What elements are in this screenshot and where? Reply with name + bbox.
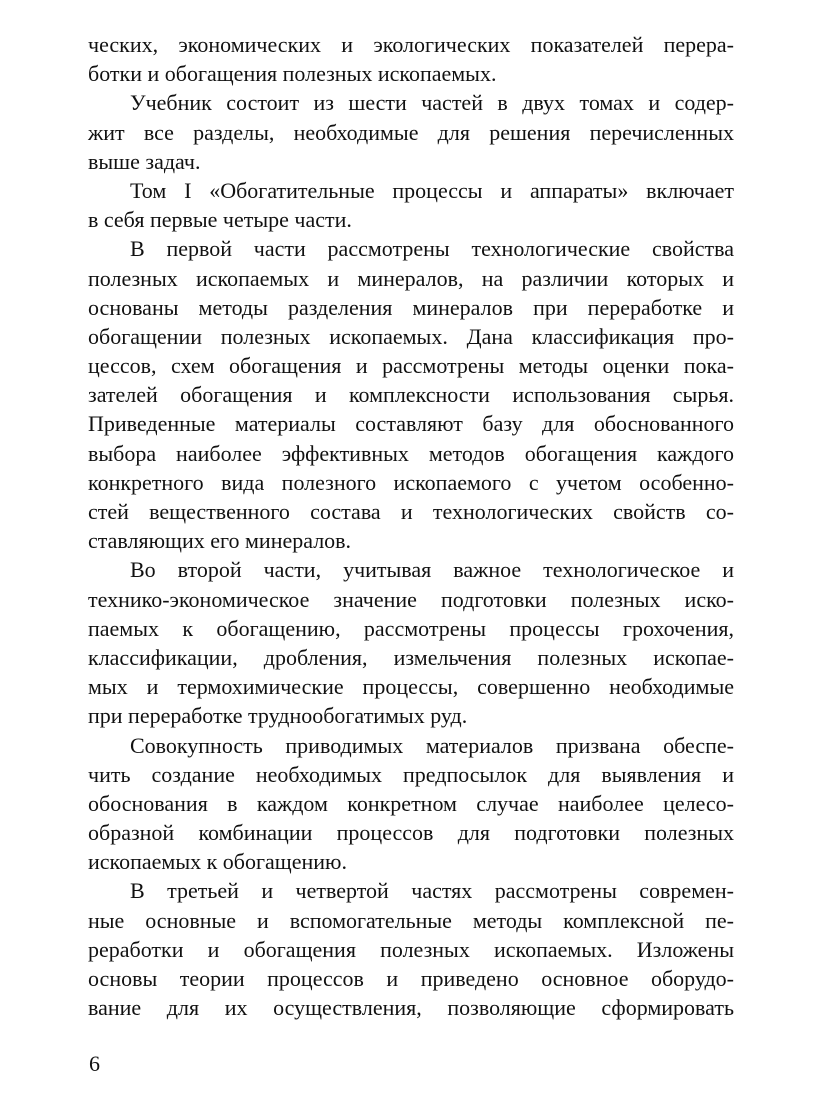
- text-line: вание для их осуществления, позволяющие сформировать: [88, 995, 734, 1021]
- text-line: при переработке труднообогатимых руд.: [88, 703, 468, 729]
- text-line: технико-экономическое значение подготовки полезных иско-: [88, 586, 734, 612]
- text-line: зателей обогащения и комплексности использования сырья.: [88, 382, 734, 408]
- paragraph-3: [88, 176, 734, 234]
- paragraph-6: [88, 731, 734, 877]
- text-line: реработки и обогащения полезных ископаемых. Изложены: [88, 936, 734, 962]
- text-line: жит все разделы, необходимые для решения перечисленных: [88, 119, 734, 145]
- text-line: классификации, дробления, измельчения полезных ископае-: [88, 644, 734, 670]
- text-line: выше задач.: [88, 148, 201, 174]
- paragraph-2: [88, 88, 734, 176]
- text-line: в себя первые четыре части.: [88, 207, 352, 233]
- text-line: конкретного вида полезного ископаемого с учетом особенно-: [88, 469, 734, 495]
- text-line: мых и термохимические процессы, совершенно необходимые: [88, 674, 734, 700]
- text-line: основы теории процессов и приведено основное оборудо-: [88, 966, 734, 991]
- text-line: выбора наиболее эффективных методов обогащения каждого: [88, 440, 734, 466]
- text-line: Том I «Обогатительные процессы и аппараты» включает: [130, 177, 734, 203]
- text-line: паемых к обогащению, рассмотрены процессы грохочения,: [88, 615, 734, 641]
- text-line: В первой части рассмотрены технологические свойства: [130, 236, 734, 262]
- page-number: 6: [89, 1051, 100, 1076]
- text-line: основаны методы разделения минералов при переработке и: [88, 294, 734, 320]
- text-line: ископаемых к обогащению.: [88, 849, 347, 875]
- text-line: обогащении полезных ископаемых. Дана классификация про-: [88, 323, 734, 349]
- text-line: ботки и обогащения полезных ископаемых.: [88, 61, 497, 87]
- text-line: ставляющих его минералов.: [88, 528, 352, 554]
- text-line: В третьей и четвертой частях рассмотрены современ-: [130, 878, 734, 904]
- paragraph-7: [88, 876, 734, 1022]
- text-line: ческих, экономических и экологических показателей перера-: [88, 32, 734, 57]
- text-line: образной комбинации процессов для подготовки полезных: [88, 820, 734, 846]
- text-line: полезных ископаемых и минералов, на различии которых и: [88, 265, 734, 291]
- paragraph-5: [88, 555, 734, 730]
- paragraph-1: [88, 30, 734, 88]
- text-line: обоснования в каждом конкретном случае наиболее целесо-: [88, 790, 734, 816]
- text-line: чить создание необходимых предпосылок для выявления и: [88, 761, 734, 787]
- text-line: Во второй части, учитывая важное технологическое и: [130, 557, 734, 583]
- text-line: Совокупность приводимых материалов призвана обеспе-: [130, 732, 734, 758]
- text-line: цессов, схем обогащения и рассмотрены методы оценки пока-: [88, 353, 734, 379]
- page-body: [88, 30, 734, 1022]
- paragraph-4: [88, 234, 734, 555]
- text-line: ные основные и вспомогательные методы комплексной пе-: [88, 907, 734, 933]
- text-line: Приведенные материалы составляют базу для обоснованного: [88, 411, 734, 437]
- text-line: Учебник состоит из шести частей в двух томах и содер-: [130, 90, 734, 116]
- text-line: стей вещественного состава и технологических свойств со-: [88, 499, 734, 524]
